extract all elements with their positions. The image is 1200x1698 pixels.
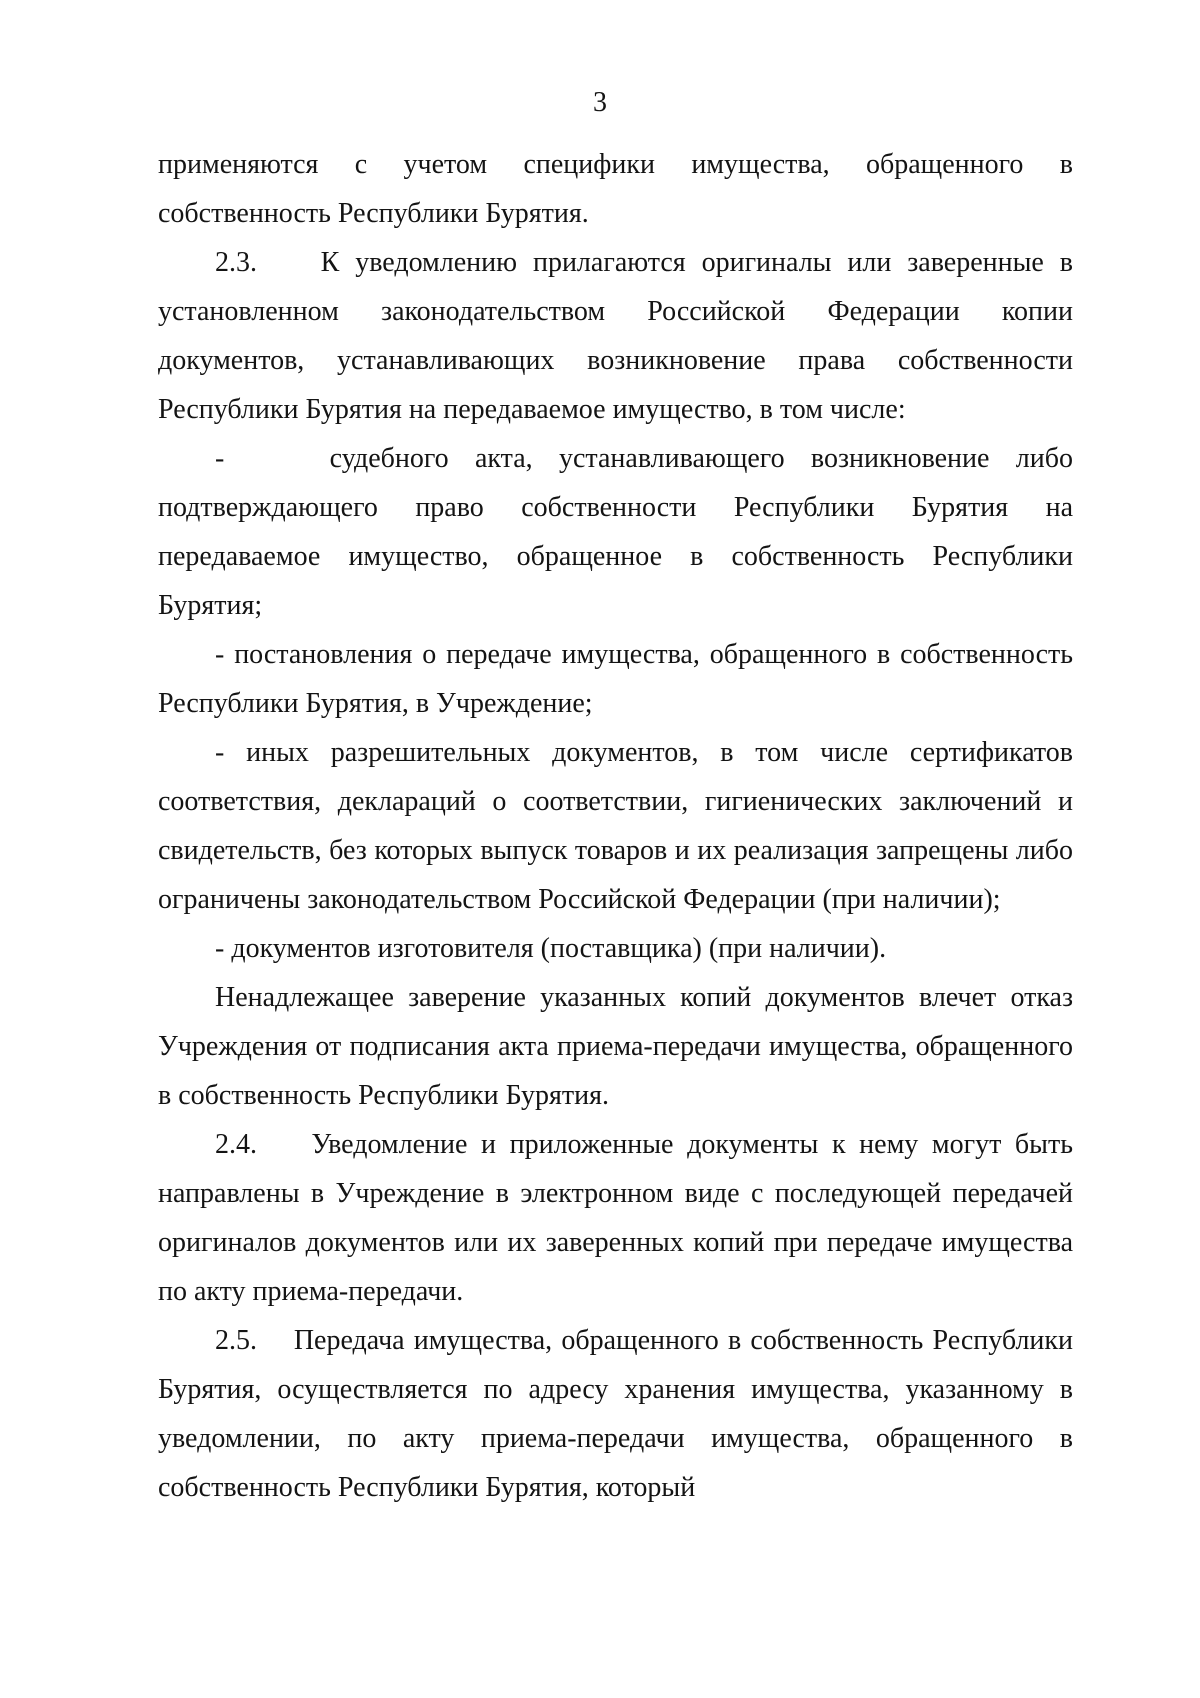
paragraph-2-5: 2.5. Передача имущества, обращенного в собственность Республики Бурятия, осуществляется по адресу хранения имущества, указанному в уведомлении, по акту приема-передачи имущества, обращенного в собственность Республики Бурятия, который: [158, 1325, 1073, 1503]
list-item-permits: - иных разрешительных документов, в том числе сертификатов соответствия, деклараций о соответствии, гигиенических заключений и свидетельств, без которых выпуск товаров и их реализация запрещены либо ограничены законодательством Российской Федерации (при наличии);: [158, 737, 1073, 915]
document-body: [158, 140, 1073, 1512]
paragraph-continuation: применяются с учетом специфики имущества, обращенного в собственность Республики Бурятия.: [158, 149, 1073, 229]
page-number: 3: [593, 87, 607, 118]
list-item-court-act: - судебного акта, устанавливающего возникновение либо подтверждающего право собственности Республики Бурятия на передаваемое имущество, обращенное в собственность Республики Бурятия;: [158, 443, 1073, 621]
paragraph-improper-certification: Ненадлежащее заверение указанных копий документов влечет отказ Учреждения от подписания акта приема-передачи имущества, обращенного в собственность Республики Бурятия.: [158, 982, 1073, 1111]
list-item-manufacturer-docs: - документов изготовителя (поставщика) (при наличии).: [215, 933, 887, 964]
list-item-resolution: - постановления о передаче имущества, обращенного в собственность Республики Бурятия, в Учреждение;: [158, 639, 1073, 719]
paragraph-2-4: 2.4. Уведомление и приложенные документы к нему могут быть направлены в Учреждение в электронном виде с последующей передачей оригиналов документов или их заверенных копий при передаче имущества по акту приема-передачи.: [158, 1129, 1073, 1307]
paragraph-2-3: 2.3. К уведомлению прилагаются оригиналы или заверенные в установленном законодательством Российской Федерации копии документов, устанавливающих возникновение права собственности Республики Бурятия на передаваемое имущество, в том числе:: [158, 247, 1073, 425]
